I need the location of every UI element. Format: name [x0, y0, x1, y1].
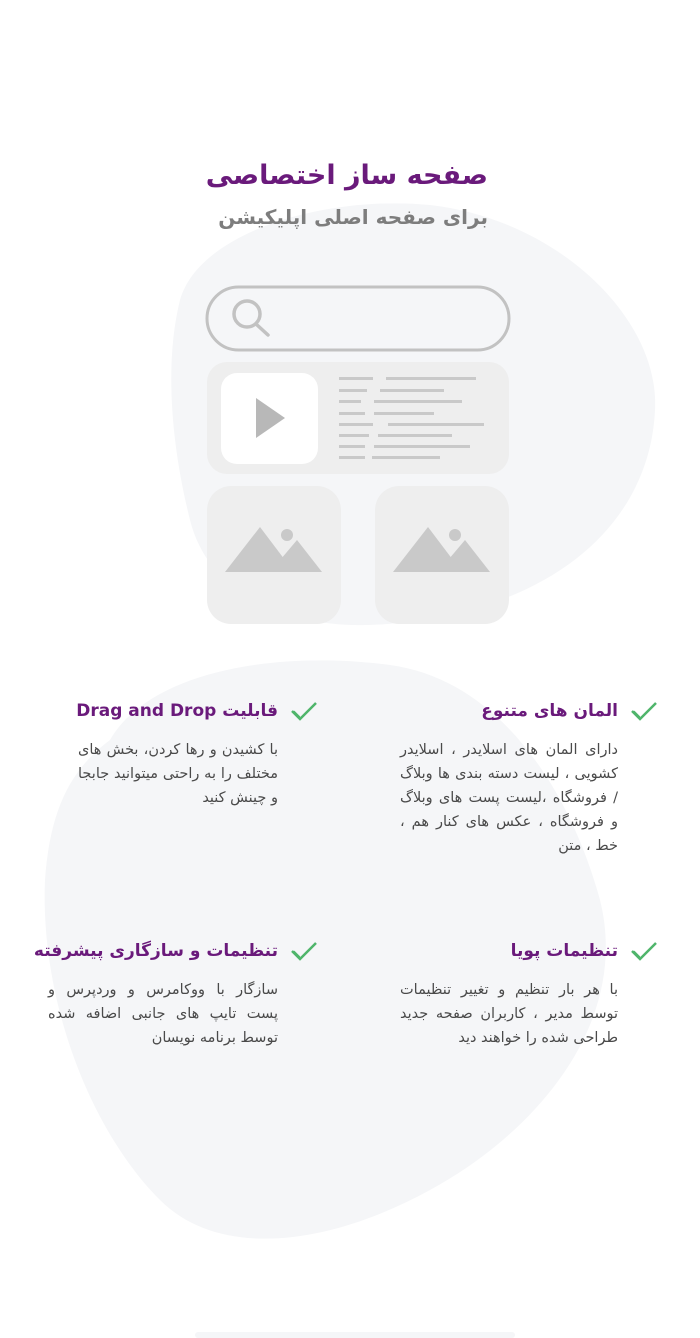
check-icon [290, 700, 318, 722]
check-icon [630, 940, 658, 962]
feature-head [78, 700, 318, 722]
feature-title: تنظیمات پویا [510, 941, 618, 961]
search-bar-mock [207, 287, 509, 350]
feature-head [400, 700, 658, 722]
page-title: صفحه ساز اختصاصی [205, 160, 488, 191]
feature-text: دارای المان های اسلایدر ، اسلایدر کشویی ، لیست دسته بندی ها وبلاگ / فروشگاه ،لیست پست های وبلاگ و فروشگاه ، عکس های کنار هم ، خط ، متن [400, 742, 618, 854]
check-icon [630, 700, 658, 722]
feature-title: تنظیمات و سازگاری پیشرفته [33, 941, 278, 961]
check-icon [290, 940, 318, 962]
feature-text: با کشیدن و رها کردن، بخش های مختلف را به راحتی میتوانید جابجا و چینش کنید [78, 742, 278, 806]
feature-text: با هر بار تنظیم و تغییر تنظیمات توسط مدیر ، کاربران صفحه جدید طراحی شده را خواهند دید [400, 982, 618, 1046]
page-subtitle: برای صفحه اصلی اپلیکیشن [218, 205, 488, 229]
feature-various-elements [400, 700, 658, 858]
feature-text: سازگار با ووکامرس و وردپرس و پست تایپ های جانبی اضافه شده توسط برنامه نویسان [48, 982, 278, 1046]
feature-dynamic-settings [400, 940, 658, 1050]
feature-head [33, 940, 318, 962]
app-mockup-illustration [0, 0, 700, 660]
bottom-strip [195, 1332, 515, 1338]
feature-advanced-compatibility [33, 940, 318, 1050]
feature-title: قابلیت Drag and Drop [76, 701, 278, 721]
feature-title: المان های متنوع [481, 701, 618, 721]
feature-drag-and-drop [78, 700, 318, 810]
feature-head [400, 940, 658, 962]
search-icon [234, 301, 268, 335]
